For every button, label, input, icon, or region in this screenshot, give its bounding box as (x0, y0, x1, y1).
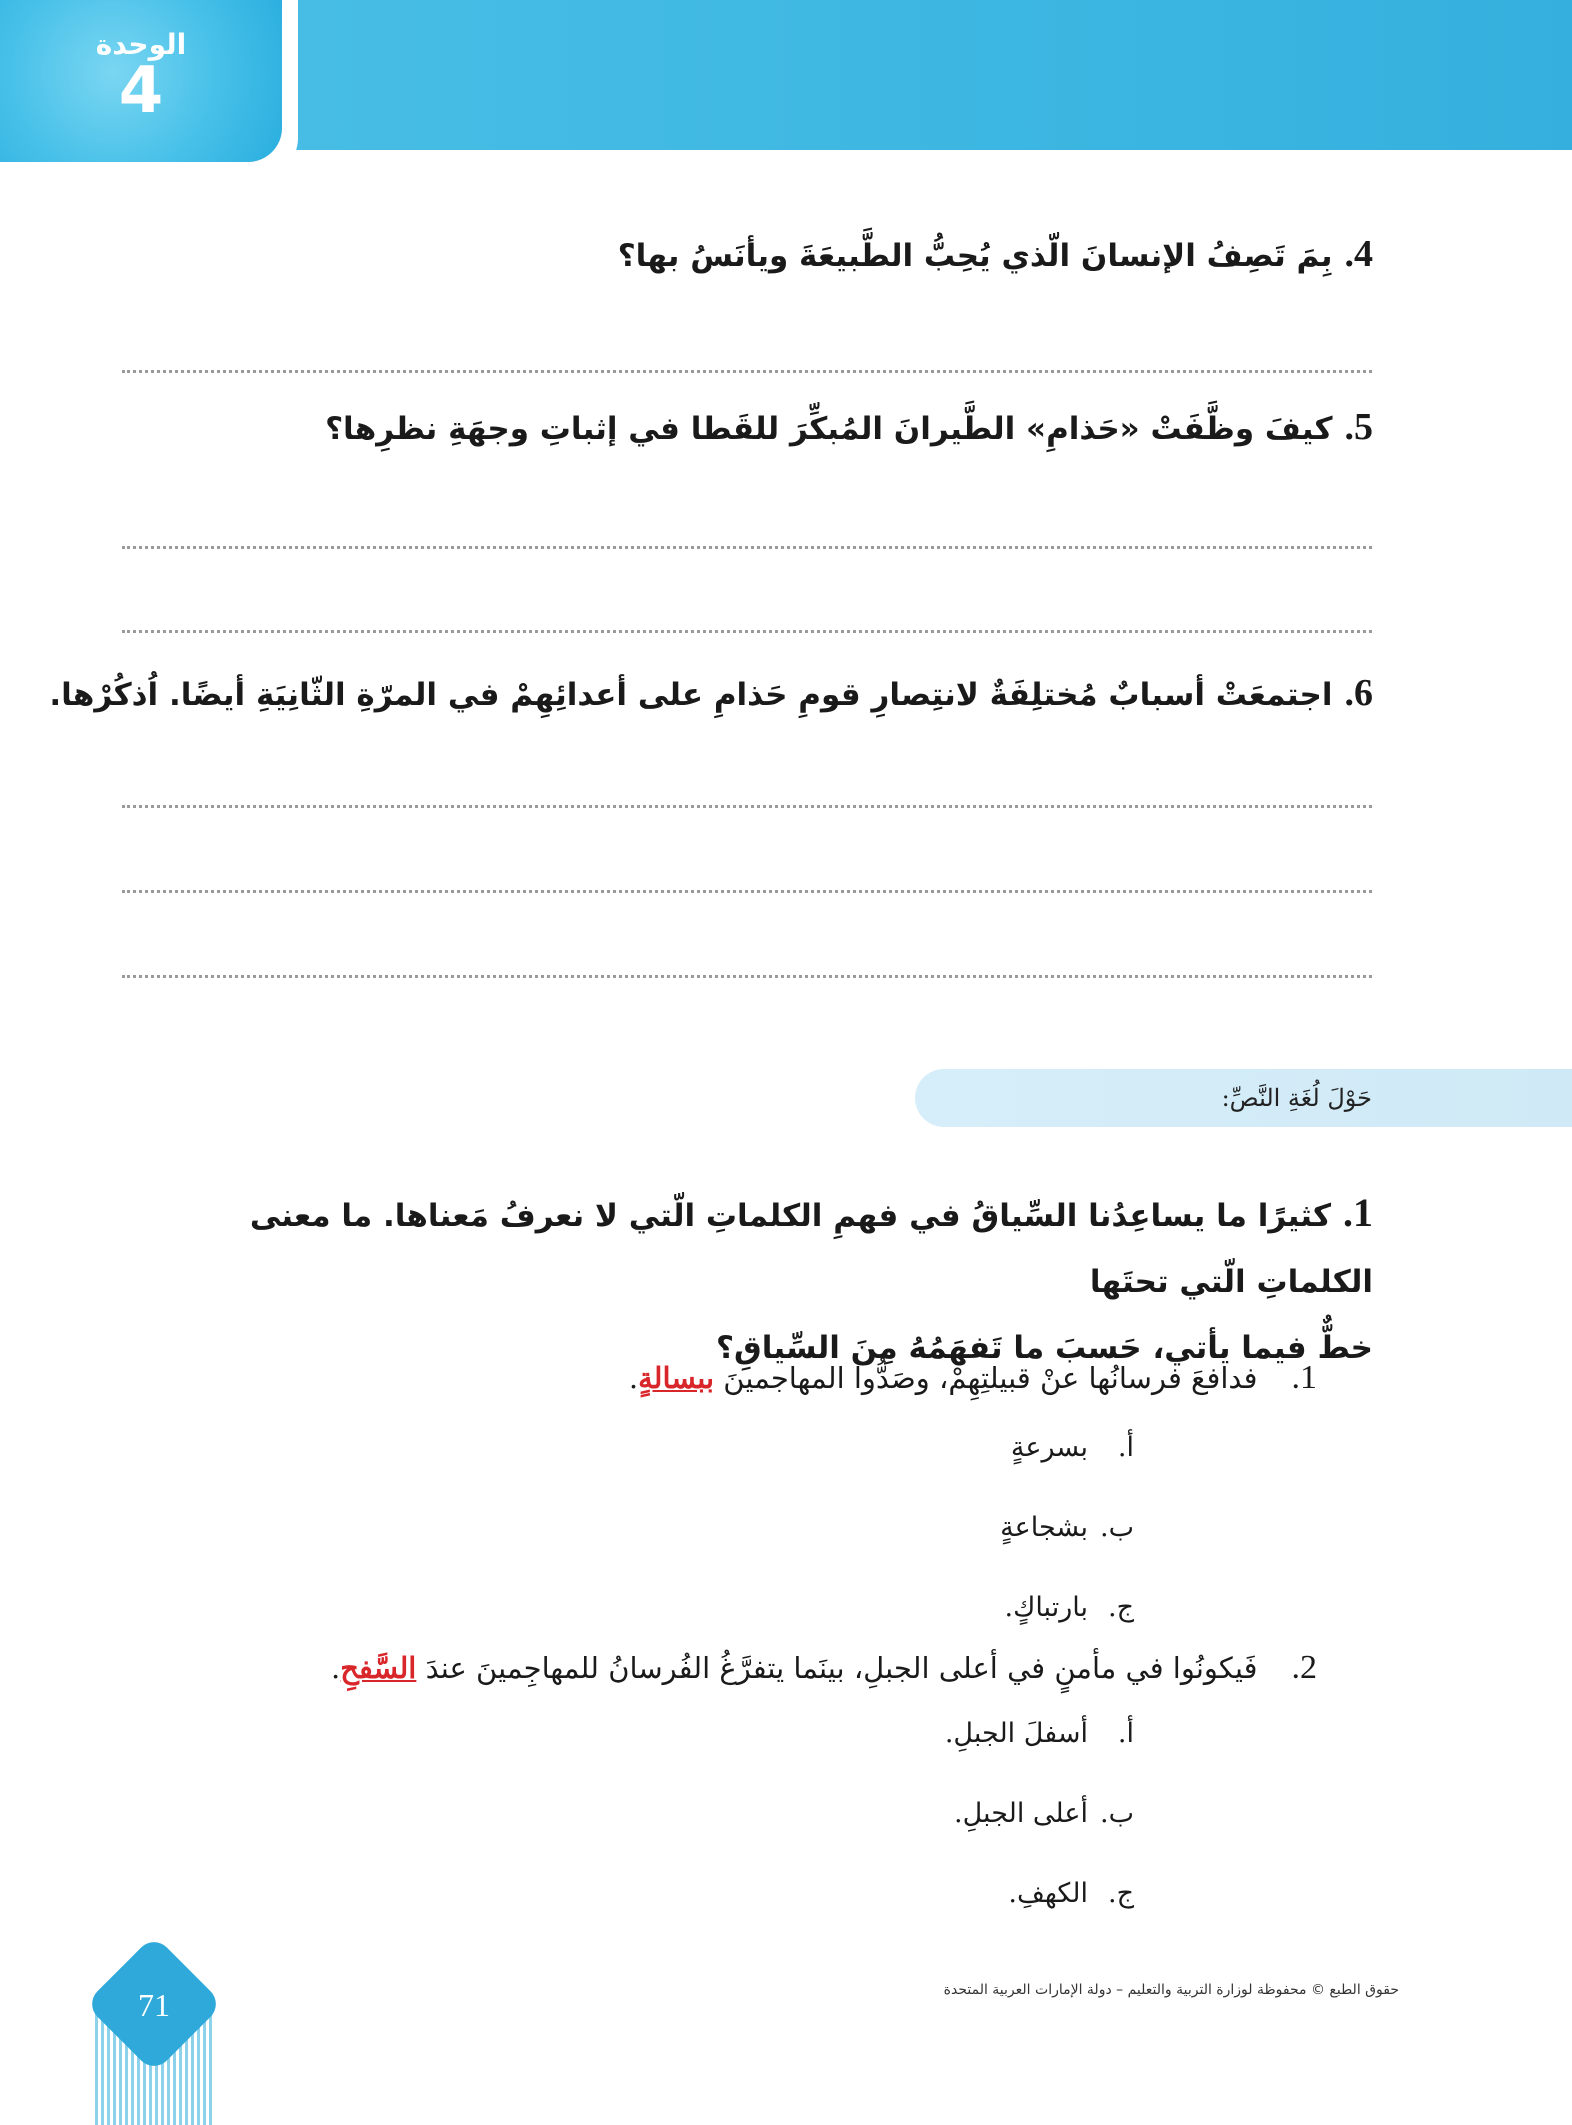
question-text: بِمَ تَصِفُ الإنسانَ الّذي يُحِبُّ الطَّبيعَةَ ويأنَسُ بها؟ (617, 238, 1333, 274)
option-letter: أ. (1117, 1432, 1134, 1463)
option-b[interactable] (1000, 1504, 1134, 1552)
answer-line[interactable] (122, 805, 1372, 808)
highlighted-word: ببسالةٍ (638, 1361, 715, 1395)
item-number: 2. (1291, 1649, 1317, 1686)
option-c[interactable] (1004, 1584, 1134, 1632)
answer-line[interactable] (122, 630, 1372, 633)
highlighted-word: السَّفحِ (340, 1651, 417, 1685)
option-b[interactable] (954, 1790, 1134, 1838)
copyright-notice: حقوق الطبع © محفوظة لوزارة التربية والتعليم – دولة الإمارات العربية المتحدة (943, 1982, 1399, 1998)
answer-line[interactable] (122, 546, 1372, 549)
question-number: 1. (1343, 1190, 1373, 1235)
option-text: بارتباكٍ. (1004, 1592, 1088, 1623)
unit-number: 4 (118, 54, 164, 128)
option-c[interactable] (1008, 1870, 1134, 1918)
page-number: 71 (138, 1987, 170, 2023)
option-a[interactable] (1011, 1424, 1134, 1472)
vocab-question-line-2: خطٌّ فيما يأتي، حَسبَ ما تَفهَمُهُ مِنَ السِّياقِ؟ (716, 1330, 1373, 1366)
item-text: فَيكونُوا في مأمنٍ في أعلى الجبلِ، بينَما يتفرَّغُ الفُرسانُ للمهاجِمينَ عندَ (425, 1651, 1258, 1685)
question-text: كيفَ وظَّفَتْ «حَذامِ» الطَّيرانَ المُبكِّرَ للقَطا في إثباتِ وجهَةِ نظرِها؟ (325, 411, 1333, 447)
option-text: بسرعةٍ (1010, 1432, 1088, 1463)
question-text: اجتمعَتْ أسبابٌ مُختلِفَةٌ لانتِصارِ قومِ حَذامِ على أعدائِهِمْ في المرّةِ الثّانِيَةِ أيضًا. اُذكُرْها. (49, 677, 1333, 713)
option-letter: ج. (1107, 1878, 1134, 1909)
question-6 (49, 664, 1373, 724)
option-text: بشجاعةٍ (1000, 1512, 1088, 1543)
item-end: . (330, 1651, 341, 1685)
item-1 (629, 1350, 1317, 1406)
vocab-question-line-1 (123, 1180, 1373, 1315)
unit-label: الوحدة (95, 28, 187, 61)
option-letter: ج. (1107, 1592, 1134, 1623)
option-a[interactable] (945, 1710, 1134, 1758)
answer-line[interactable] (122, 370, 1372, 373)
answer-line[interactable] (122, 890, 1372, 893)
question-number: 5. (1344, 406, 1373, 448)
item-number: 1. (1291, 1359, 1317, 1396)
question-text: كثيرًا ما يساعِدُنا السِّياقُ في فهمِ الكلماتِ الّتي لا نعرفُ مَعناها. ما معنى الكلماتِ الّتي تحتَها (249, 1198, 1373, 1300)
unit-badge (0, 0, 282, 162)
question-5 (325, 398, 1373, 458)
page-number-badge (90, 1950, 220, 2125)
answer-line[interactable] (122, 975, 1372, 978)
option-letter: ب. (1099, 1512, 1134, 1543)
item-end: . (628, 1361, 639, 1395)
option-letter: أ. (1117, 1718, 1134, 1749)
option-text: أسفلَ الجبلِ. (944, 1718, 1088, 1749)
question-number: 6. (1344, 672, 1373, 714)
option-text: الكهفِ. (1008, 1878, 1088, 1909)
item-text: فدافعَ فرسانُها عنْ قبيلتِهِمْ، وصَدُّوا المهاجمينَ (723, 1361, 1258, 1395)
section-title: حَوْلَ لُغَةِ النَّصِّ: (1221, 1084, 1372, 1112)
option-text: أعلى الجبلِ. (954, 1798, 1088, 1829)
option-letter: ب. (1099, 1798, 1134, 1829)
item-2 (331, 1640, 1317, 1696)
question-number: 4. (1344, 233, 1373, 275)
question-4 (618, 225, 1373, 285)
unit-tab (0, 0, 298, 178)
